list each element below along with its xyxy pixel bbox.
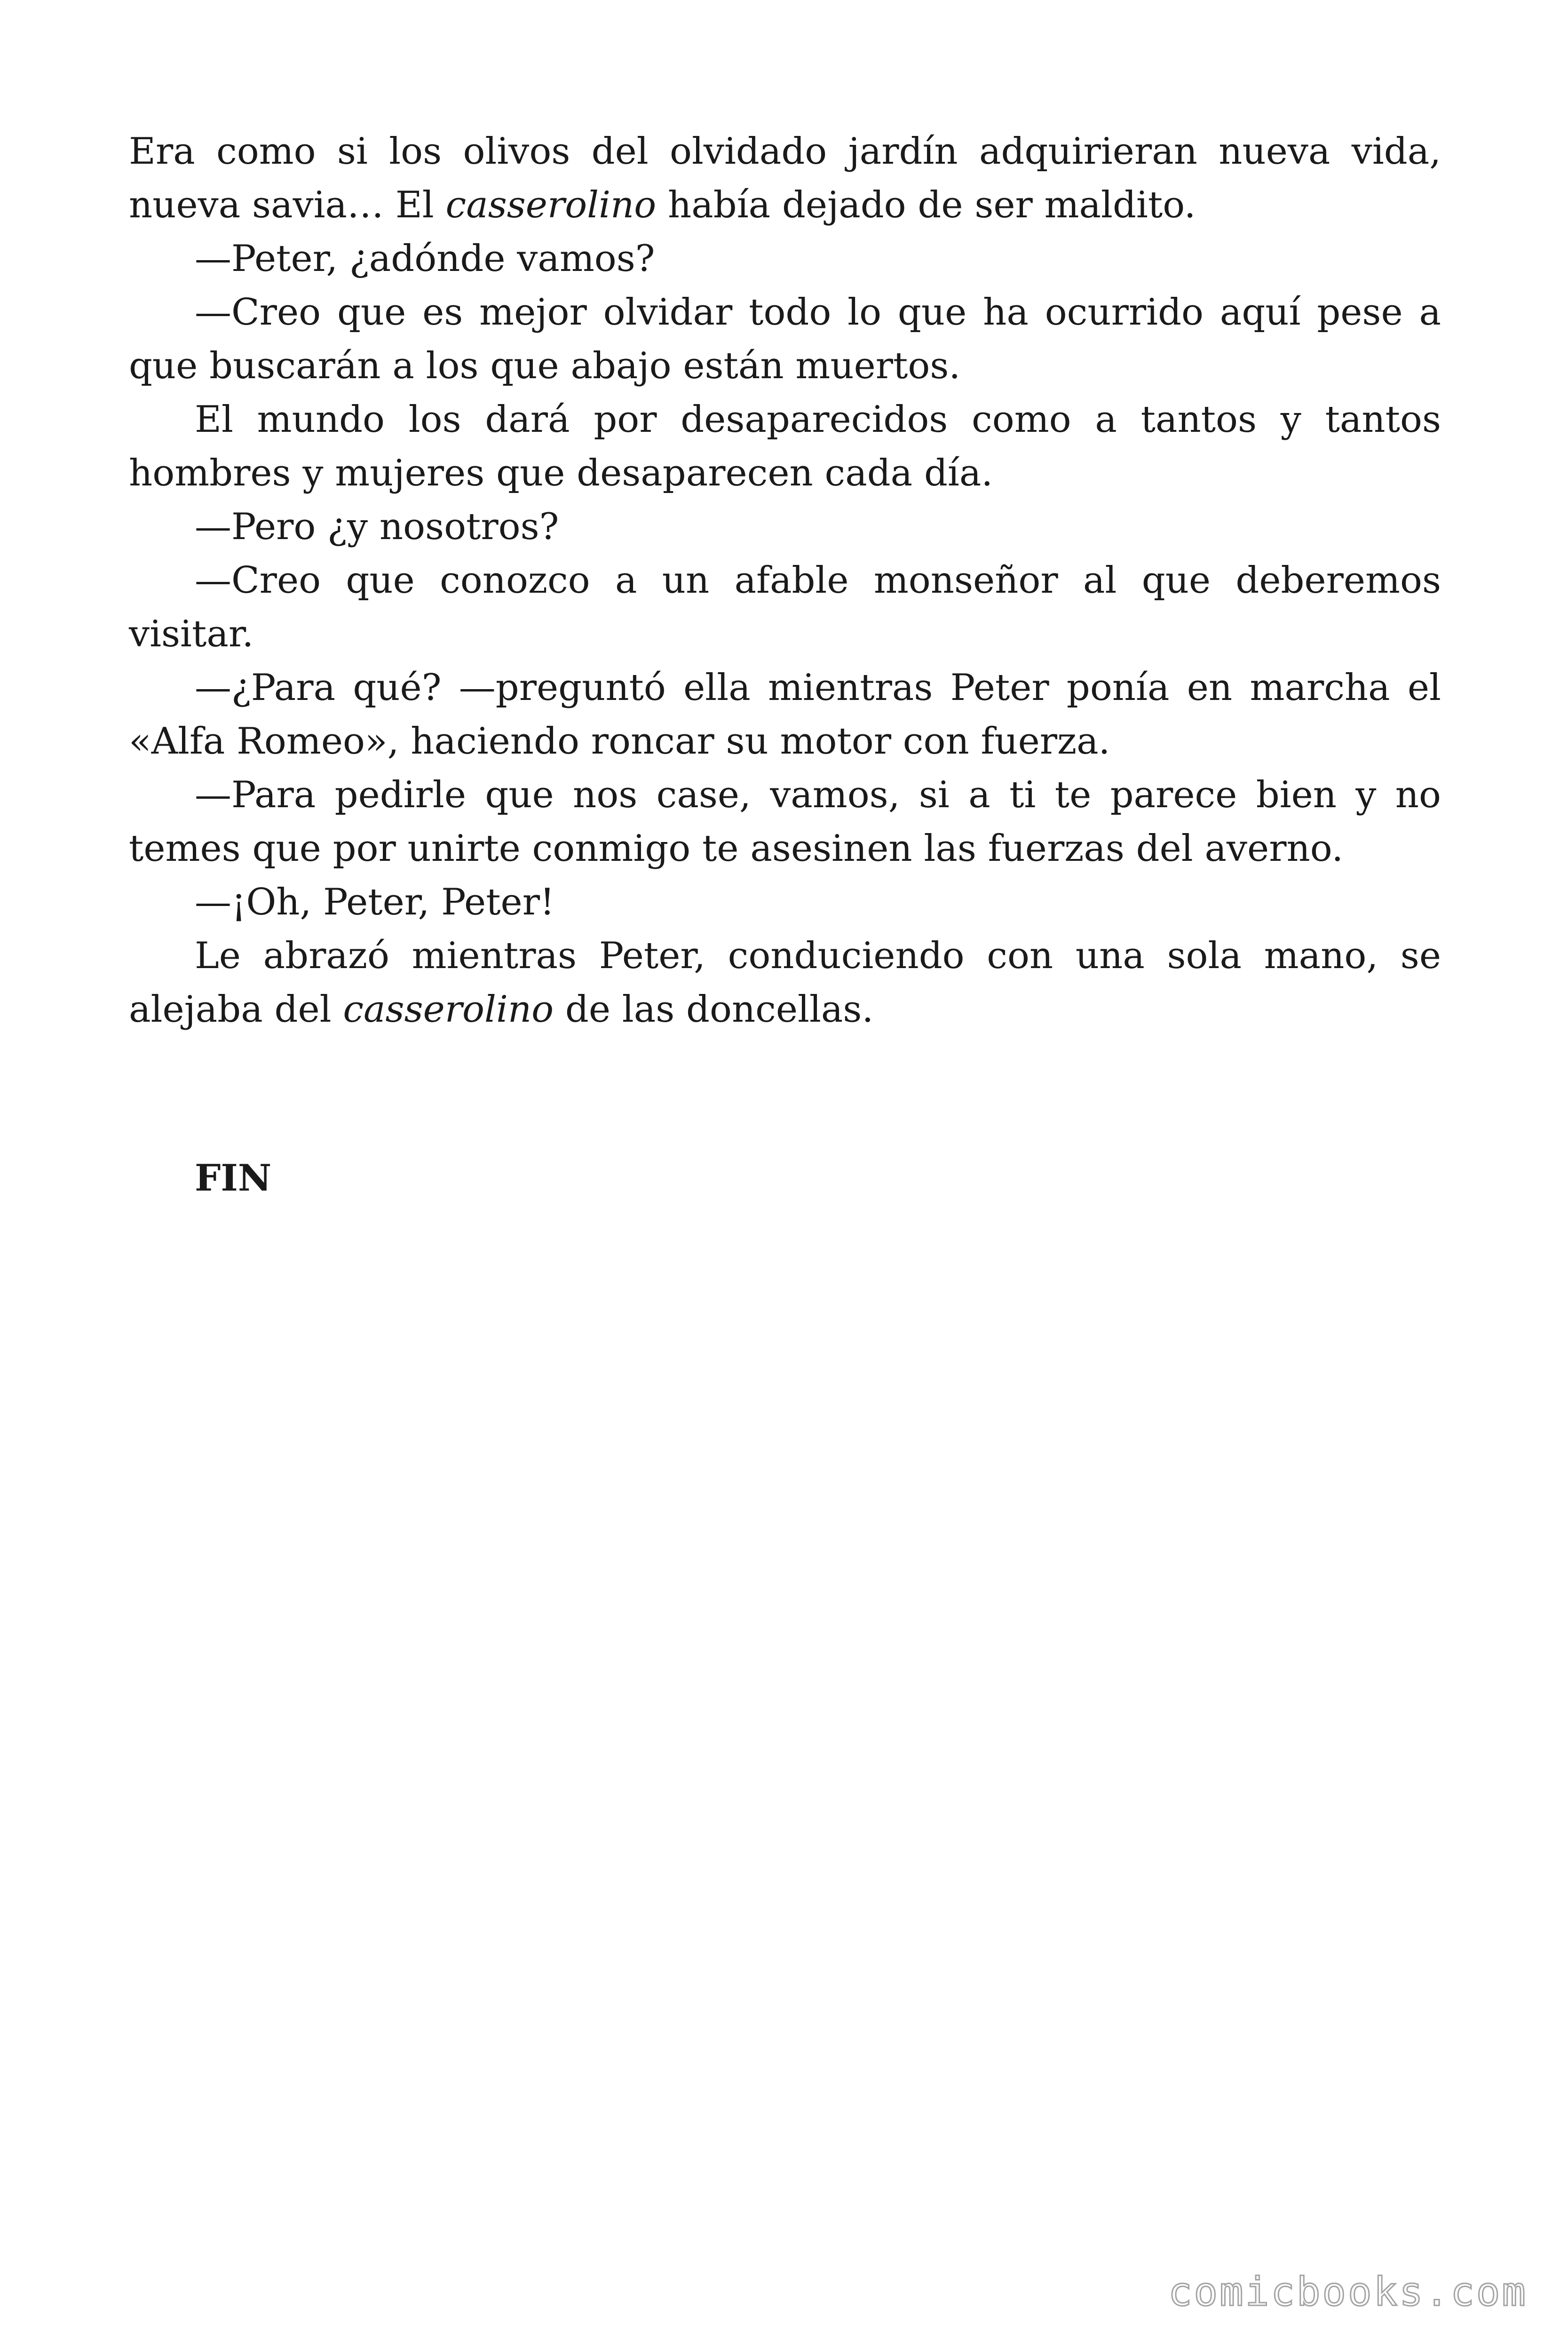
text-segment: El mundo los dará por desaparecidos como a tantos y tantos hombres y mujeres que desaparecen cada día. bbox=[129, 398, 1441, 494]
text-segment: Le abrazó mientras Peter, conduciendo con una sola mano, se alejaba del bbox=[129, 935, 1441, 1031]
text-segment: —¡Oh, Peter, Peter! bbox=[195, 881, 555, 923]
text-segment: —Creo que es mejor olvidar todo lo que ha ocurrido aquí pese a que buscarán a los que abajo están muertos. bbox=[129, 291, 1441, 387]
end-label: FIN bbox=[195, 1157, 272, 1200]
body-text bbox=[129, 125, 1441, 1036]
paragraph-5 bbox=[129, 500, 1441, 554]
text-segment: —¿Para qué? —preguntó ella mientras Peter ponía en marcha el «Alfa Romeo», haciendo roncar su motor con fuerza. bbox=[129, 667, 1441, 763]
paragraph-3 bbox=[129, 286, 1441, 393]
paragraph-8 bbox=[129, 768, 1441, 875]
text-segment: había dejado de ser maldito. bbox=[656, 184, 1196, 226]
site-watermark: comicbooks.com bbox=[1168, 2269, 1528, 2315]
paragraph-7 bbox=[129, 661, 1441, 768]
paragraph-4 bbox=[129, 393, 1441, 500]
text-segment: —Para pedirle que nos case, vamos, si a ti te parece bien y no temes que por unirte conmigo te asesinen las fuerzas del averno. bbox=[129, 774, 1441, 870]
text-segment: —Peter, ¿adónde vamos? bbox=[195, 238, 655, 280]
text-segment: de las doncellas. bbox=[554, 988, 874, 1031]
paragraph-9 bbox=[129, 875, 1441, 929]
paragraph-6 bbox=[129, 554, 1441, 661]
italic-term: casserolino bbox=[343, 988, 554, 1031]
italic-term: casserolino bbox=[445, 184, 657, 226]
paragraph-2 bbox=[129, 232, 1441, 286]
text-segment: Era como si los olivos del olvidado jardín adquirieran nueva vida, nueva savia… El bbox=[129, 130, 1441, 226]
paragraph-1 bbox=[129, 125, 1441, 232]
paragraph-10 bbox=[129, 929, 1441, 1036]
text-segment: —Pero ¿y nosotros? bbox=[195, 506, 559, 548]
text-segment: —Creo que conozco a un afable monseñor al que deberemos visitar. bbox=[129, 559, 1441, 655]
